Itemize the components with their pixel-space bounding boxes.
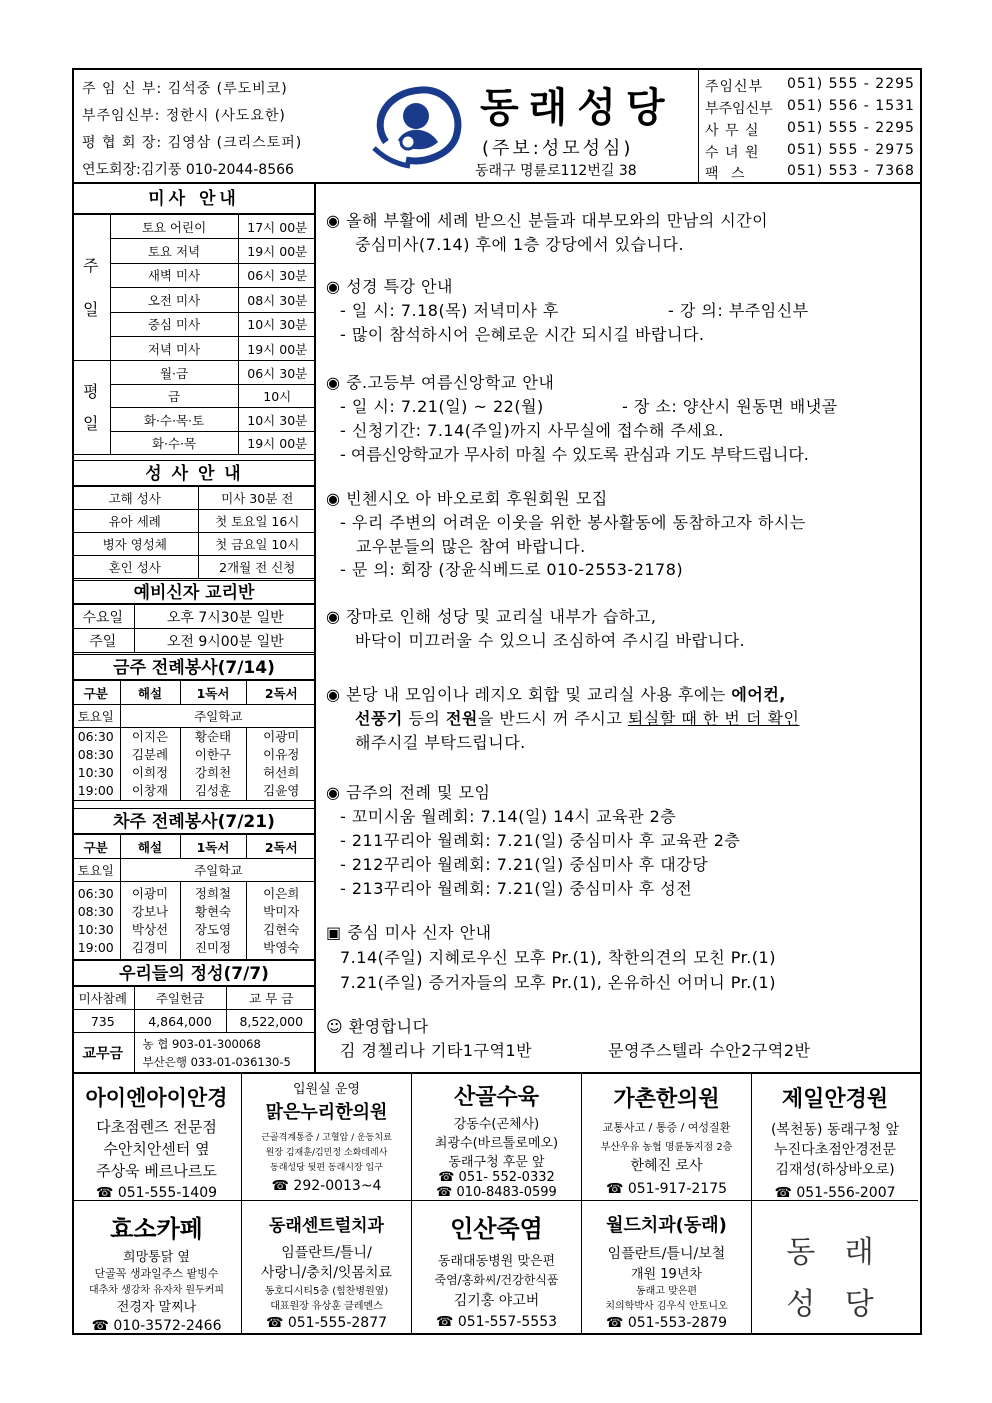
notice-6: ◉ 본당 내 모임이나 레지오 회합 및 교리실 사용 후에는 에어컨, bbox=[326, 685, 786, 704]
church-address: 동래구 명륜로112번길 38 bbox=[475, 163, 637, 179]
ad-card: 월드치과(동래) 임플란트/틀니/보철 개원 19년차 동래고 맞은편 치의학박사 김우식 안토니오 ☎ 051-553-2879 bbox=[582, 1201, 752, 1335]
header bbox=[72, 68, 922, 184]
notice-2-line: - 많이 참석하시어 은혜로운 시간 되시길 바랍니다. bbox=[340, 325, 705, 344]
staff-line: 주 임 신 부: 김석중 (루도비코) bbox=[82, 81, 288, 97]
ad-card: 동래센트럴치과 임플란트/틀니/ 사랑니/충치/잇몸치료 동호디시티5층 (힘찬병원옆) 대표원장 유상훈 클레멘스 ☎ 051-555-2877 bbox=[242, 1201, 412, 1335]
notice-6-line: 해주시길 부탁드립니다. bbox=[355, 733, 526, 752]
notice-8: ▣ 중심 미사 신자 안내 bbox=[326, 923, 492, 942]
notice-4-line: - 우리 주변의 어려운 이웃을 위한 봉사활동에 동참하고자 하시는 bbox=[340, 513, 806, 532]
notice-3-line: - 신청기간: 7.14(주일)까지 사무실에 접수해 주세요. bbox=[340, 421, 724, 440]
notice-9: ☺ 환영합니다 bbox=[326, 1017, 429, 1036]
ad-card: 가촌한의원 교통사고 / 통증 / 여성질환 부산우유 농협 명륜동지점 2층 한혜진 로사 ☎ 051-917-2175 bbox=[582, 1074, 752, 1200]
ad-card: 제일안경원 (복천동) 동래구청 앞 누진다초점안경전문 김재성(하상바오로) ☎ 051-556-2007 bbox=[770, 1087, 900, 1200]
ad-card-church: 동 래 성 당 bbox=[786, 1235, 884, 1322]
notice-8-line: 7.21(주일) 증거자들의 모후 Pr.(1), 온유하신 어머니 Pr.(1) bbox=[340, 973, 776, 992]
notice-6-line: 선풍기 등의 전원을 반드시 꺼 주시고 퇴실할 때 한 번 더 확인 bbox=[355, 709, 800, 728]
weekday-label: 평 일 bbox=[72, 361, 110, 455]
notice-5: ◉ 장마로 인해 성당 및 교리실 내부가 습하고, bbox=[326, 607, 657, 626]
notice-7: ◉ 금주의 전례 및 모임 bbox=[326, 783, 491, 802]
bank-table: 교무금 농 협 903-01-300068 부산은행 033-01-036130-5 bbox=[72, 1032, 316, 1073]
notice-3-line: - 장 소: 양산시 원동면 배냇골 bbox=[622, 397, 838, 416]
notice-7-line: - 211꾸리아 월례회: 7.21(일) 중심미사 후 교육관 2층 bbox=[340, 831, 741, 850]
phone-row: 팩 스 051) 553 - 7368 bbox=[705, 163, 915, 182]
sacrament-table: 고해 성사 미사 30분 전 유아 세례 첫 토요일 16시 병자 영성체 첫 금요일 10시 혼인 성사 2개월 전 신청 bbox=[72, 486, 316, 579]
staff-line: 평 협 회 장: 김영삼 (크리스토퍼) bbox=[82, 135, 303, 151]
notice-7-line: - 212꾸리아 월례회: 7.21(일) 중심미사 후 대강당 bbox=[340, 855, 709, 874]
catechumen-title: 예비신자 교리반 bbox=[72, 580, 316, 604]
ad-card: 입원실 운영 맑은누리한의원 근골격계통증 / 고혈압 / 운동치료 원장 김재훈/김민정 소화데레사 동래성당 뒷편 동래시장 입구 ☎ 292-0013~4 bbox=[242, 1074, 412, 1200]
notice-4-line: 교우분들의 많은 참여 바랍니다. bbox=[356, 537, 586, 556]
phone-row: 부주임신부 051) 556 - 1531 bbox=[705, 98, 915, 117]
notice-9-line: 김 경첼리나 기타1구역1반 bbox=[340, 1041, 533, 1060]
catechumen-table: 수요일 오후 7시30분 일반 주일 오전 9시00분 일반 bbox=[72, 604, 316, 653]
service-this-table: 구분 해설 1독서 2독서 토요일 주일학교 06:30 08:30 10:30 19:00 이지은 김분례 이희정 이창재 황순태 이한구 강희천 김성훈 이광미 이유정 허선희 김윤영 bbox=[72, 680, 316, 801]
ad-card: 효소카페 희망통닭 옆 단골꼭 생과일주스 팥빙수 대추차 생강차 유자차 원두커피 전경자 말찌나 ☎ 010-3572-2466 bbox=[72, 1201, 242, 1335]
sunday-label: 주 일 bbox=[72, 215, 110, 361]
ad-card: 산골수육 강동수(곤체사) 최광수(바르톨로메오) 동래구청 후문 앞 ☎ 051- 552-0332 ☎ 010-8483-0599 bbox=[412, 1074, 582, 1200]
offering-table: 미사참례 주일헌금 교 무 금 735 4,864,000 8,522,000 bbox=[72, 986, 316, 1033]
notice-3-line: - 일 시: 7.21(일) ~ 22(월) bbox=[340, 397, 544, 416]
phone-row: 수 녀 원 051) 555 - 2975 bbox=[705, 142, 915, 161]
phone-row: 주임신부 051) 555 - 2295 bbox=[705, 76, 915, 95]
notice-1: ◉ 올해 부활에 세례 받으신 분들과 대부모와의 만남의 시간이 bbox=[326, 211, 769, 230]
church-logo-icon bbox=[366, 82, 472, 170]
phone-row: 사 무 실 051) 555 - 2295 bbox=[705, 120, 915, 139]
notice-2: ◉ 성경 특강 안내 bbox=[326, 277, 453, 296]
bulletin-title: 동래성당 bbox=[480, 85, 675, 131]
mass-title: 미사 안내 bbox=[72, 184, 316, 214]
notice-4-line: - 문 의: 회장 (장윤식베드로 010-2553-2178) bbox=[340, 560, 684, 579]
phone-directory bbox=[698, 68, 920, 182]
service-next-title: 차주 전례봉사(7/21) bbox=[72, 808, 316, 834]
notice-8-line: 7.14(주일) 지혜로우신 모후 Pr.(1), 착한의견의 모친 Pr.(1) bbox=[340, 948, 776, 967]
notice-4: ◉ 빈첸시오 아 바오로회 후원회원 모집 bbox=[326, 489, 608, 508]
notice-1-line: 중심미사(7.14) 후에 1층 강당에서 있습니다. bbox=[355, 235, 685, 254]
service-this-title: 금주 전례봉사(7/14) bbox=[72, 654, 316, 680]
notice-9-line: 문영주스텔라 수안2구역2반 bbox=[608, 1041, 811, 1060]
sacrament-title: 성 사 안 내 bbox=[72, 460, 316, 486]
notice-7-line: - 꼬미시움 월례회: 7.14(일) 14시 교육관 2층 bbox=[340, 807, 677, 826]
notice-2-line: - 강 의: 부주임신부 bbox=[668, 301, 809, 320]
ad-card: 인산죽염 동래대동병원 맞은편 죽염/홍화씨/건강한식품 김기홍 야고버 ☎ 051-557-5553 bbox=[412, 1201, 582, 1335]
mass-table: 주 일 토요 어린이 17시 00분 토요 저녁 19시 00분 새벽 미사 06시 30분 오전 미사 08시 30분 중심 미사 10시 30분 저녁 미사 19시 00분 평 일 월·금 06시 30분 금 10시 화·수·목·토 10시 30분 화·수·목 19시 00분 bbox=[72, 214, 316, 455]
ads-section bbox=[72, 1072, 922, 1335]
notice-7-line: - 213꾸리아 월례회: 7.21(일) 중심미사 후 성전 bbox=[340, 879, 693, 898]
left-column bbox=[72, 184, 316, 1072]
ad-card: 아이엔아이안경 다초점렌즈 전문점 수안치안센터 옆 주상욱 베르나르도 ☎ 051-555-1409 bbox=[72, 1074, 242, 1200]
bulletin-subtitle: (주보:성모성심) bbox=[482, 138, 634, 159]
notice-2-line: - 일 시: 7.18(목) 저녁미사 후 bbox=[340, 301, 559, 320]
staff-line: 부주임신부: 정한시 (사도요한) bbox=[82, 108, 286, 124]
notice-3-line: - 여름신앙학교가 무사히 마칠 수 있도록 관심과 기도 부탁드립니다. bbox=[340, 445, 809, 464]
notice-5-line: 바닥이 미끄러울 수 있으니 조심하여 주시길 바랍니다. bbox=[355, 631, 746, 650]
staff-line: 연도회장:김기풍 010-2044-8566 bbox=[82, 162, 294, 178]
service-next-table: 구분 해설 1독서 2독서 토요일 주일학교 06:30 08:30 10:30 19:00 이광미 강보나 박상선 김경미 정희철 황현숙 장도영 진미정 이은희 박미자 김현숙 박영숙 bbox=[72, 834, 316, 960]
notice-3: ◉ 중.고등부 여름신앙학교 안내 bbox=[326, 373, 555, 392]
offering-title: 우리들의 정성(7/7) bbox=[72, 960, 316, 986]
